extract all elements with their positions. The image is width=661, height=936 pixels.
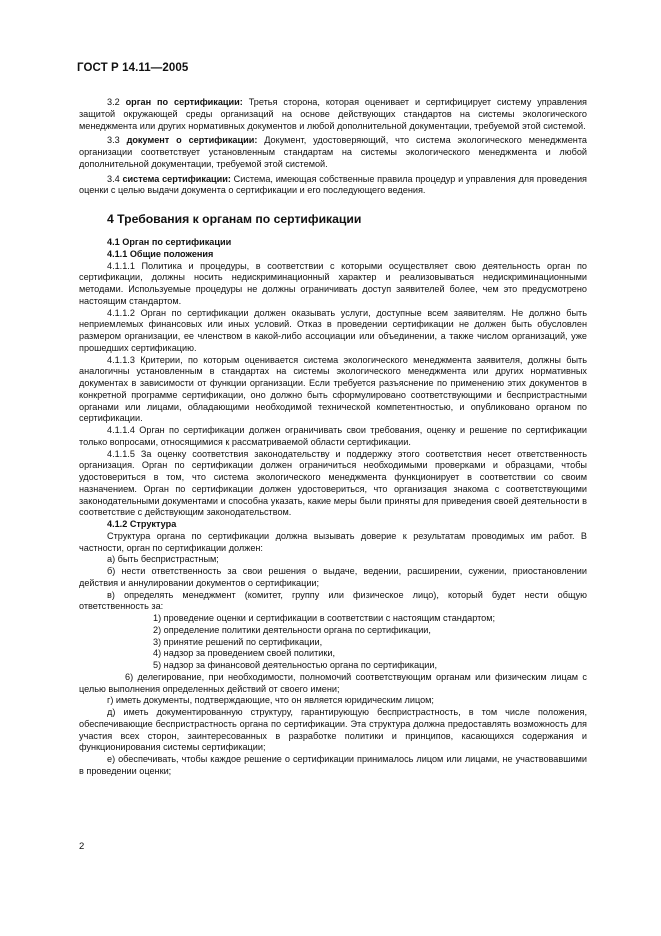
list-item: д) иметь документированную структуру, гарантирующую беспристрастность, в том числе положения, обеспечивающие беспристрастность органа по сертификации. Эта структура должна предоставлять возможность для участия всех сторон, заинтересованных в разработке политики и принципов, касающихся содержания и функционирования системы сертификации; bbox=[79, 707, 587, 753]
subsection-title: 4.1 Орган по сертификации bbox=[107, 237, 232, 247]
numbered-item: 6) делегирование, при необходимости, полномочий соответствующим органам или физическим лицам с целью выполнения определенных действий от своего имени; bbox=[79, 671, 587, 694]
list-item: а) быть беспристрастным; bbox=[107, 554, 219, 565]
numbered-item: 5) надзор за финансовой деятельностью органа по сертификации, bbox=[153, 660, 438, 670]
list-item: г) иметь документы, подтверждающие, что он является юридическим лицом; bbox=[107, 695, 434, 706]
paragraph: 4.1.1.4 Орган по сертификации должен ограничивать свои требования, оценку и решение по сертификации только вопросами, относящимися к рассматриваемой области сертификации. bbox=[79, 425, 587, 447]
paragraph: 4.1.1.1 Политика и процедуры, в соответствии с которыми осуществляет свою деятельность орган по сертификации, должны носить недискриминационный характер и реализовываться недискриминационными методами. Используемые процедуры не должны ограничивать доступ заявителей более, чем это предусмотрено настоящим стандартом. bbox=[79, 260, 587, 306]
page-number: 2 bbox=[79, 841, 85, 852]
paragraph: 4.1.1.5 За оценку соответствия законодательству и поддержку этого соответствия несет ответственность организация. Орган по сертификации должен ограничиться необходимыми проверками и образцами, чтобы удостовериться в том, что система экологического менеджмента функционирует в соответствии со своим назначением. Орган по сертификации должен удостовериться, что организация знакома с соответствующими законодательными документами и способна указать, какие меры были приняты для приведения своей деятельности в соответствие с действующим законодательством. bbox=[79, 448, 587, 518]
paragraph: Структура органа по сертификации должна вызывать доверие к результатам проводимых им работ. В частности, орган по сертификации должен: bbox=[79, 530, 587, 553]
definition-3-4: 3.4 система сертификации: Система, имеющая собственные правила процедур и управления для проведения оценки с целью выдачи документа о сертификации и его последующего ведения. bbox=[79, 173, 587, 196]
subsection-title: 4.1.1 Общие положения bbox=[107, 248, 214, 259]
definition-term: документ о сертификации: bbox=[126, 135, 258, 146]
numbered-item: 4) надзор за проведением своей политики, bbox=[153, 648, 336, 659]
numbered-item: 2) определение политики деятельности органа по сертификации, bbox=[153, 624, 431, 635]
definition-term: система сертификации: bbox=[122, 173, 231, 184]
paragraph: 4.1.1.2 Орган по сертификации должен оказывать услуги, доступные всем заявителям. Не должно быть неприемлемых финансовых или иных условий. Отказ в проведении сертификации не должен быть обусловлен размером организации, ее членством в какой-либо ассоциации или объединении, а также числом организаций, уже прошедших сертификацию. bbox=[79, 307, 587, 353]
subsection-title: 4.1.2 Структура bbox=[107, 519, 177, 529]
definition-3-3: 3.3 документ о сертификации: Документ, удостоверяющий, что система экологического менеджмента организации соответствует установленным стандартам на системы экологического менеджмента и любой дополнительной документации, требуемой этой системой. bbox=[79, 135, 587, 169]
section-title: 4 Требования к органам по сертификации bbox=[107, 212, 362, 226]
paragraph: 4.1.1.3 Критерии, по которым оценивается система экологического менеджмента заявителя, должны быть аналогичны установленным в стандартах на системы экологического менеджмента или других нормативных документах в зависимости от функции организации. Если требуется разъяснение по применению этих документов в конкретной программе сертификации, оно должно быть сформулировано соответствующими и беспристрастными органами или лицами, обладающими необходимой технической компетентностью, и опубликовано органом по сертификации. bbox=[79, 354, 587, 424]
list-item: е) обеспечивать, чтобы каждое решение о сертификации принималось лицом или лицами, не участвовавшими в проведении оценки; bbox=[79, 754, 587, 776]
numbered-item: 3) принятие решений по сертификации, bbox=[153, 636, 323, 647]
definition-3-2: 3.2 орган по сертификации: Третья сторона, которая оценивает и сертифицирует систему управления защитой окружающей среды организаций на основе действующих стандартов на системы экологического менеджмента или других нормативных документов и любой дополнительной документации, требуемой этой системой. bbox=[79, 97, 587, 131]
page-content bbox=[79, 97, 587, 778]
definition-term: орган по сертификации: bbox=[125, 97, 243, 107]
list-item: в) определять менеджмент (комитет, группу или физическое лицо), который будет нести общую ответственность за: bbox=[79, 589, 587, 612]
numbered-item: 1) проведение оценки и сертификации в соответствии с настоящим стандартом; bbox=[153, 613, 496, 623]
document-header: ГОСТ Р 14.11—2005 bbox=[77, 62, 189, 74]
list-item: б) нести ответственность за свои решения о выдаче, ведении, расширении, сужении, приостановлении действия и аннулировании документов о сертификации; bbox=[79, 566, 587, 588]
